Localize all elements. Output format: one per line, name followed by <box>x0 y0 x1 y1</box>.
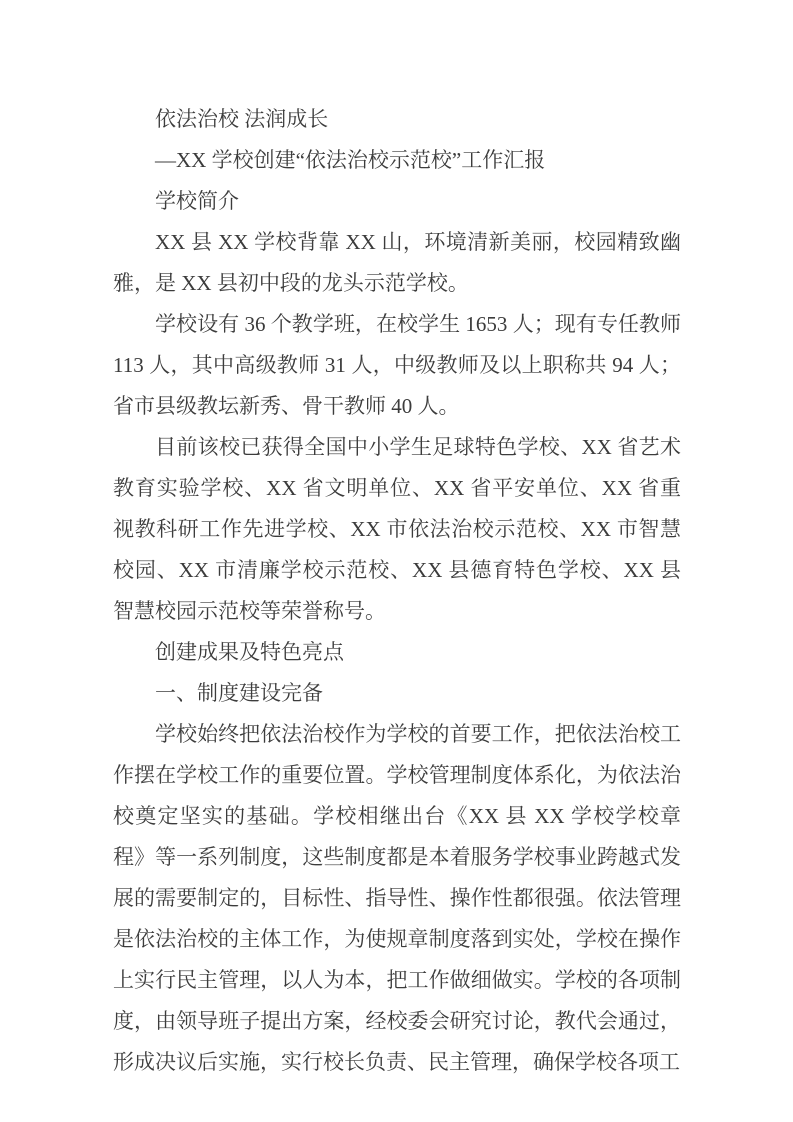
para-school-stats: 学校设有 36 个教学班，在校学生 1653 人；现有专任教师 113 人，其中高级教师 31 人，中级教师及以上职称共 94 人；省市县级教坛新秀、骨干教师 40 人。 <box>113 312 681 418</box>
para-school-location: XX 县 XX 学校背靠 XX 山，环境清新美丽，校园精致幽雅，是 XX 县初中段的龙头示范学校。 <box>113 230 681 295</box>
para-institution-building: 学校始终把依法治校作为学校的首要工作，把依法治校工作摆在学校工作的重要位置。学校管理制度体系化，为依法治校奠定坚实的基础。学校相继出台《XX 县 XX 学校学校章程》等一系列制度，这些制度都是本着服务学校事业跨越式发展的需要制定的，目标性、指导性、操作性都很强。依法管理是依法治校的主体工作，为使规章制度落到实处，学校在操作上实行民主管理，以人为本，把工作做细做实。学校的各项制度，由领导班子提出方案，经校委会研究讨论，教代会通过，形成决议后实施，实行校长负责、民主管理，确保学校各项工 <box>113 722 681 1074</box>
doc-subtitle-line: —XX 学校创建“依法治校示范校”工作汇报 <box>155 148 546 172</box>
para-school-honors: 目前该校已获得全国中小学生足球特色学校、XX 省艺术教育实验学校、XX 省文明单位、XX 省平安单位、XX 省重视教科研工作先进学校、XX 市依法治校示范校、XX 市智慧校园、XX 市清廉学校示范校、XX 县德育特色学校、XX 县智慧校园示范校等荣誉称号。 <box>113 435 681 623</box>
heading-section-one: 一、制度建设完备 <box>155 681 323 705</box>
heading-school-intro: 学校简介 <box>155 189 239 213</box>
doc-title-line: 依法治校 法润成长 <box>155 107 329 131</box>
heading-achievements: 创建成果及特色亮点 <box>155 640 344 664</box>
document-content <box>113 99 681 1083</box>
